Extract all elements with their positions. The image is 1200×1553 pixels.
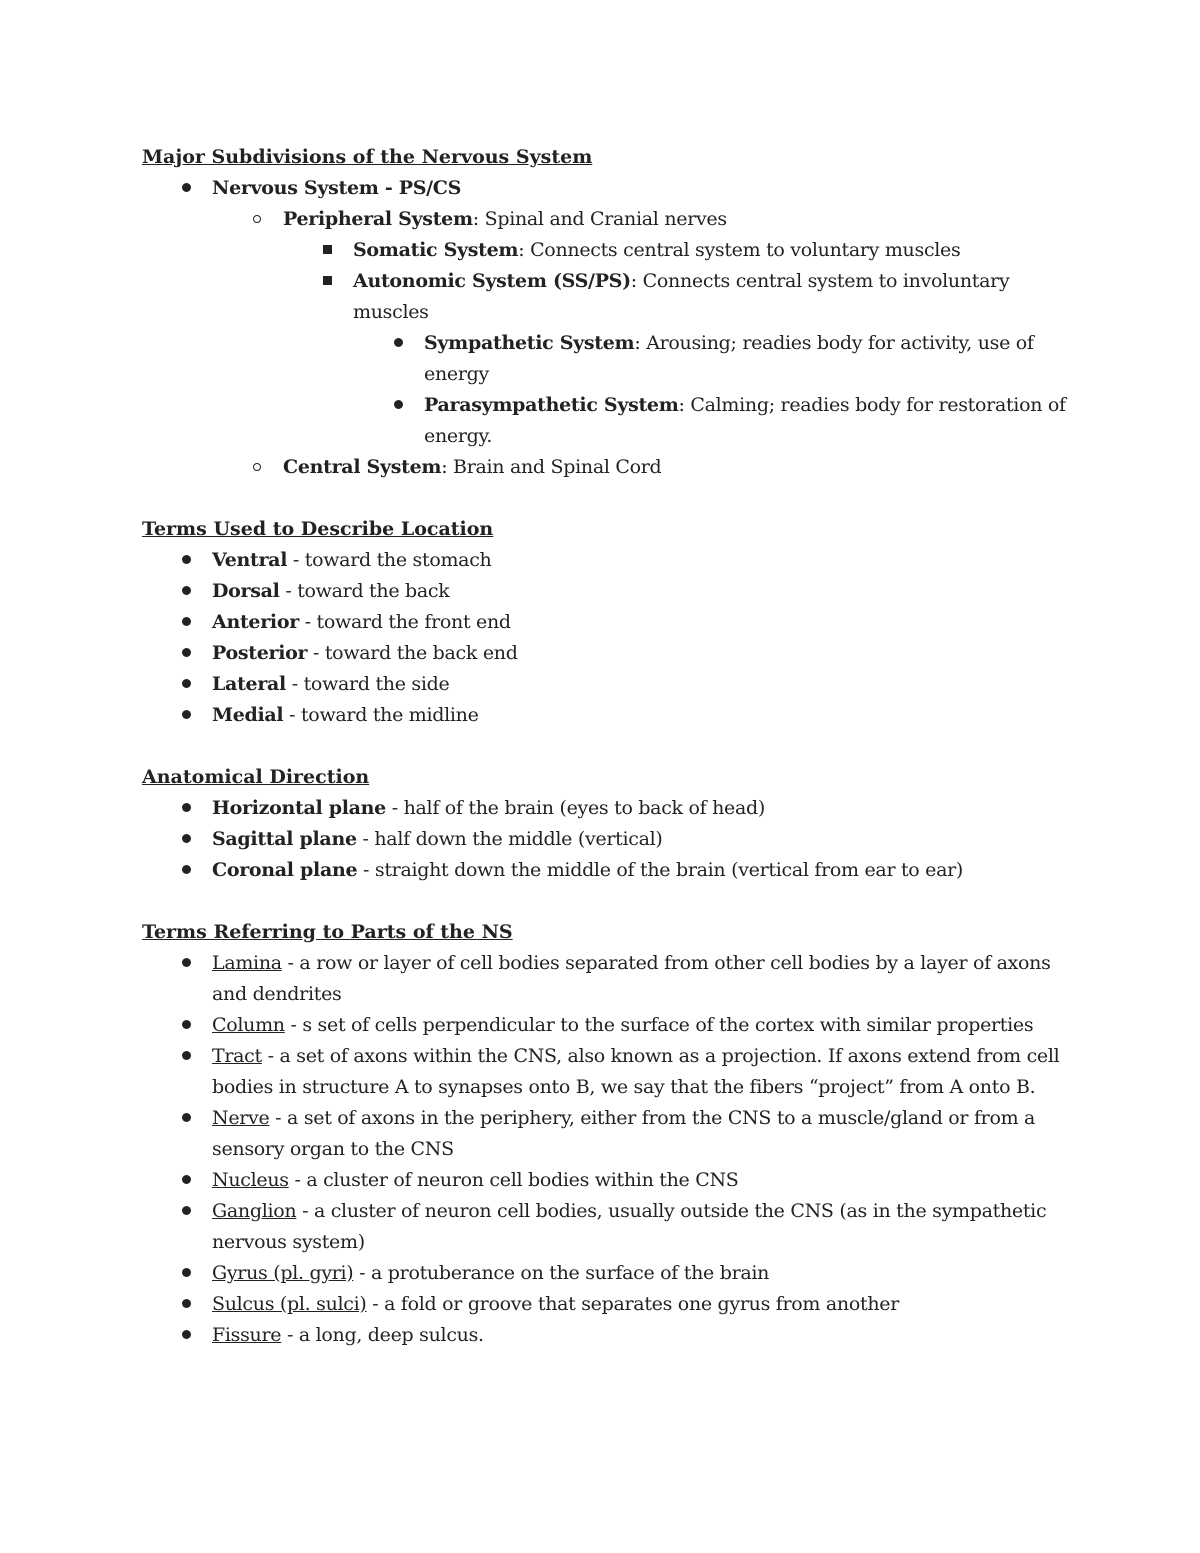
- list-item: [142, 669, 1072, 700]
- term-separator: :: [678, 394, 691, 416]
- list-item: [142, 1258, 1072, 1289]
- list-item: [142, 266, 1072, 328]
- term-description: a protuberance on the surface of the brain: [371, 1262, 770, 1284]
- section-title-location: Terms Used to Describe Location: [142, 518, 494, 540]
- bullet-dot-icon: [176, 1103, 196, 1134]
- section-title-subdivisions: Major Subdivisions of the Nervous System: [142, 146, 593, 168]
- term-description: a set of axons in the periphery, either from the CNS to a muscle/gland or from a sensory organ to the CNS: [212, 1107, 1036, 1160]
- term-label: Dorsal: [212, 580, 280, 602]
- term-separator: -: [307, 642, 325, 664]
- term-description: toward the midline: [300, 704, 479, 726]
- term-label: Nerve: [212, 1107, 270, 1129]
- term-description: toward the side: [303, 673, 450, 695]
- list-item: [142, 545, 1072, 576]
- list-item: [142, 576, 1072, 607]
- term-separator: -: [261, 1045, 280, 1067]
- list-item: [142, 235, 1072, 266]
- term-label: Horizontal plane: [212, 797, 386, 819]
- term-description: s set of cells perpendicular to the surface of the cortex with similar properties: [302, 1014, 1034, 1036]
- list-item: [142, 390, 1072, 452]
- term-separator: :: [472, 208, 485, 230]
- term-label: Sagittal plane: [212, 828, 357, 850]
- bullet-dot-icon: [176, 173, 196, 204]
- bullet-square-icon: [317, 266, 337, 297]
- term-separator: -: [385, 797, 404, 819]
- term-label: Lateral: [212, 673, 286, 695]
- term-label: Ganglion: [212, 1200, 297, 1222]
- term-description: a long, deep sulcus.: [298, 1324, 484, 1346]
- section-spacer: [142, 886, 1072, 917]
- term-description: half down the middle (vertical): [374, 828, 663, 850]
- term-label: Medial: [212, 704, 284, 726]
- term-separator: -: [366, 1293, 385, 1315]
- term-separator: :: [634, 332, 647, 354]
- term-description: straight down the middle of the brain (vertical from ear to ear): [374, 859, 964, 881]
- bullet-ring-icon: [247, 204, 267, 235]
- term-label: Column: [212, 1014, 285, 1036]
- term-description: Connects central system to involuntary muscles: [353, 270, 1010, 323]
- term-label: Fissure: [212, 1324, 282, 1346]
- term-label: Nucleus: [212, 1169, 289, 1191]
- list-item: [142, 1103, 1072, 1165]
- term-label: Anterior: [212, 611, 299, 633]
- bullet-dot-icon: [176, 669, 196, 700]
- bullet-dot-icon: [176, 638, 196, 669]
- list-item: [142, 1165, 1072, 1196]
- term-label: Gyrus (pl. gyri): [212, 1262, 354, 1284]
- term-description: half of the brain (eyes to back of head): [403, 797, 766, 819]
- term-separator: -: [357, 859, 375, 881]
- term-label: Coronal plane: [212, 859, 358, 881]
- term-description: a set of axons within the CNS, also known as a projection. If axons extend from cell bodies in structure A to synapses onto B, we say that the fibers “project” from A onto B.: [212, 1045, 1060, 1098]
- list-item: [142, 855, 1072, 886]
- bullet-dot-icon: [176, 1010, 196, 1041]
- section-spacer: [142, 731, 1072, 762]
- bullet-dot-icon: [176, 1165, 196, 1196]
- term-separator: -: [353, 1262, 372, 1284]
- term-separator: -: [287, 549, 305, 571]
- section-spacer: [142, 483, 1072, 514]
- list-item: [142, 607, 1072, 638]
- bullet-dot-icon: [176, 793, 196, 824]
- term-label: Somatic System: [353, 239, 519, 261]
- term-separator: -: [288, 1169, 307, 1191]
- term-label: Parasympathetic System: [424, 394, 679, 416]
- term-description: Spinal and Cranial nerves: [484, 208, 727, 230]
- list-item: [142, 948, 1072, 1010]
- term-separator: -: [269, 1107, 288, 1129]
- document-page: [142, 142, 1072, 1351]
- term-separator: :: [441, 456, 454, 478]
- term-label: Tract: [212, 1045, 262, 1067]
- term-description: toward the stomach: [304, 549, 492, 571]
- term-label: Autonomic System (SS/PS): [353, 270, 631, 292]
- term-label: Sympathetic System: [424, 332, 635, 354]
- term-separator: -: [378, 177, 399, 199]
- term-description: Brain and Spinal Cord: [453, 456, 662, 478]
- term-description: toward the back end: [324, 642, 518, 664]
- bullet-dot-icon: [176, 824, 196, 855]
- list-item: [142, 1041, 1072, 1103]
- term-label: Ventral: [212, 549, 288, 571]
- bullet-dot-icon: [176, 1289, 196, 1320]
- list-item: [142, 204, 1072, 235]
- bullet-dot-icon: [176, 1196, 196, 1227]
- term-separator: -: [298, 611, 317, 633]
- list-item: [142, 824, 1072, 855]
- term-separator: -: [285, 673, 304, 695]
- term-description: toward the back: [297, 580, 450, 602]
- bullet-dot-icon: [388, 390, 408, 421]
- bullet-dot-icon: [388, 328, 408, 359]
- term-separator: -: [296, 1200, 314, 1222]
- list-item: [142, 793, 1072, 824]
- term-label: Peripheral System: [283, 208, 473, 230]
- term-label: Central System: [283, 456, 442, 478]
- term-label: Posterior: [212, 642, 308, 664]
- term-separator: :: [630, 270, 643, 292]
- list-item: [142, 328, 1072, 390]
- bullet-dot-icon: [176, 576, 196, 607]
- bullet-dot-icon: [176, 855, 196, 886]
- term-label: Sulcus (pl. sulci): [212, 1293, 367, 1315]
- term-separator: -: [279, 580, 298, 602]
- term-separator: -: [281, 952, 300, 974]
- bullet-ring-icon: [247, 452, 267, 483]
- list-item: [142, 1289, 1072, 1320]
- term-description: PS/CS: [398, 177, 462, 199]
- term-separator: :: [518, 239, 531, 261]
- term-description: a cluster of neuron cell bodies within the CNS: [306, 1169, 739, 1191]
- term-description: Arousing; readies body for activity, use of energy: [424, 332, 1034, 385]
- term-separator: -: [356, 828, 375, 850]
- section-title-parts: Terms Referring to Parts of the NS: [142, 921, 513, 943]
- list-item: [142, 452, 1072, 483]
- bullet-dot-icon: [176, 1320, 196, 1351]
- bullet-dot-icon: [176, 545, 196, 576]
- term-description: toward the front end: [316, 611, 511, 633]
- term-description: a cluster of neuron cell bodies, usually outside the CNS (as in the sympathetic nervous system): [212, 1200, 1047, 1253]
- list-item: [142, 700, 1072, 731]
- term-separator: -: [284, 1014, 303, 1036]
- list-item: [142, 1010, 1072, 1041]
- term-description: a row or layer of cell bodies separated from other cell bodies by a layer of axons and dendrites: [212, 952, 1051, 1005]
- term-description: Connects central system to voluntary muscles: [530, 239, 961, 261]
- bullet-dot-icon: [176, 948, 196, 979]
- term-label: Lamina: [212, 952, 282, 974]
- section-title-direction: Anatomical Direction: [142, 766, 370, 788]
- bullet-square-icon: [317, 235, 337, 266]
- bullet-dot-icon: [176, 1258, 196, 1289]
- term-description: Calming; readies body for restoration of energy.: [424, 394, 1066, 447]
- bullet-dot-icon: [176, 607, 196, 638]
- bullet-dot-icon: [176, 1041, 196, 1072]
- list-item: [142, 1196, 1072, 1258]
- term-label: Nervous System: [212, 177, 379, 199]
- list-item: [142, 638, 1072, 669]
- term-description: a fold or groove that separates one gyrus from another: [384, 1293, 899, 1315]
- term-separator: -: [283, 704, 301, 726]
- bullet-dot-icon: [176, 700, 196, 731]
- list-item: [142, 173, 1072, 204]
- list-item: [142, 1320, 1072, 1351]
- term-separator: -: [281, 1324, 299, 1346]
